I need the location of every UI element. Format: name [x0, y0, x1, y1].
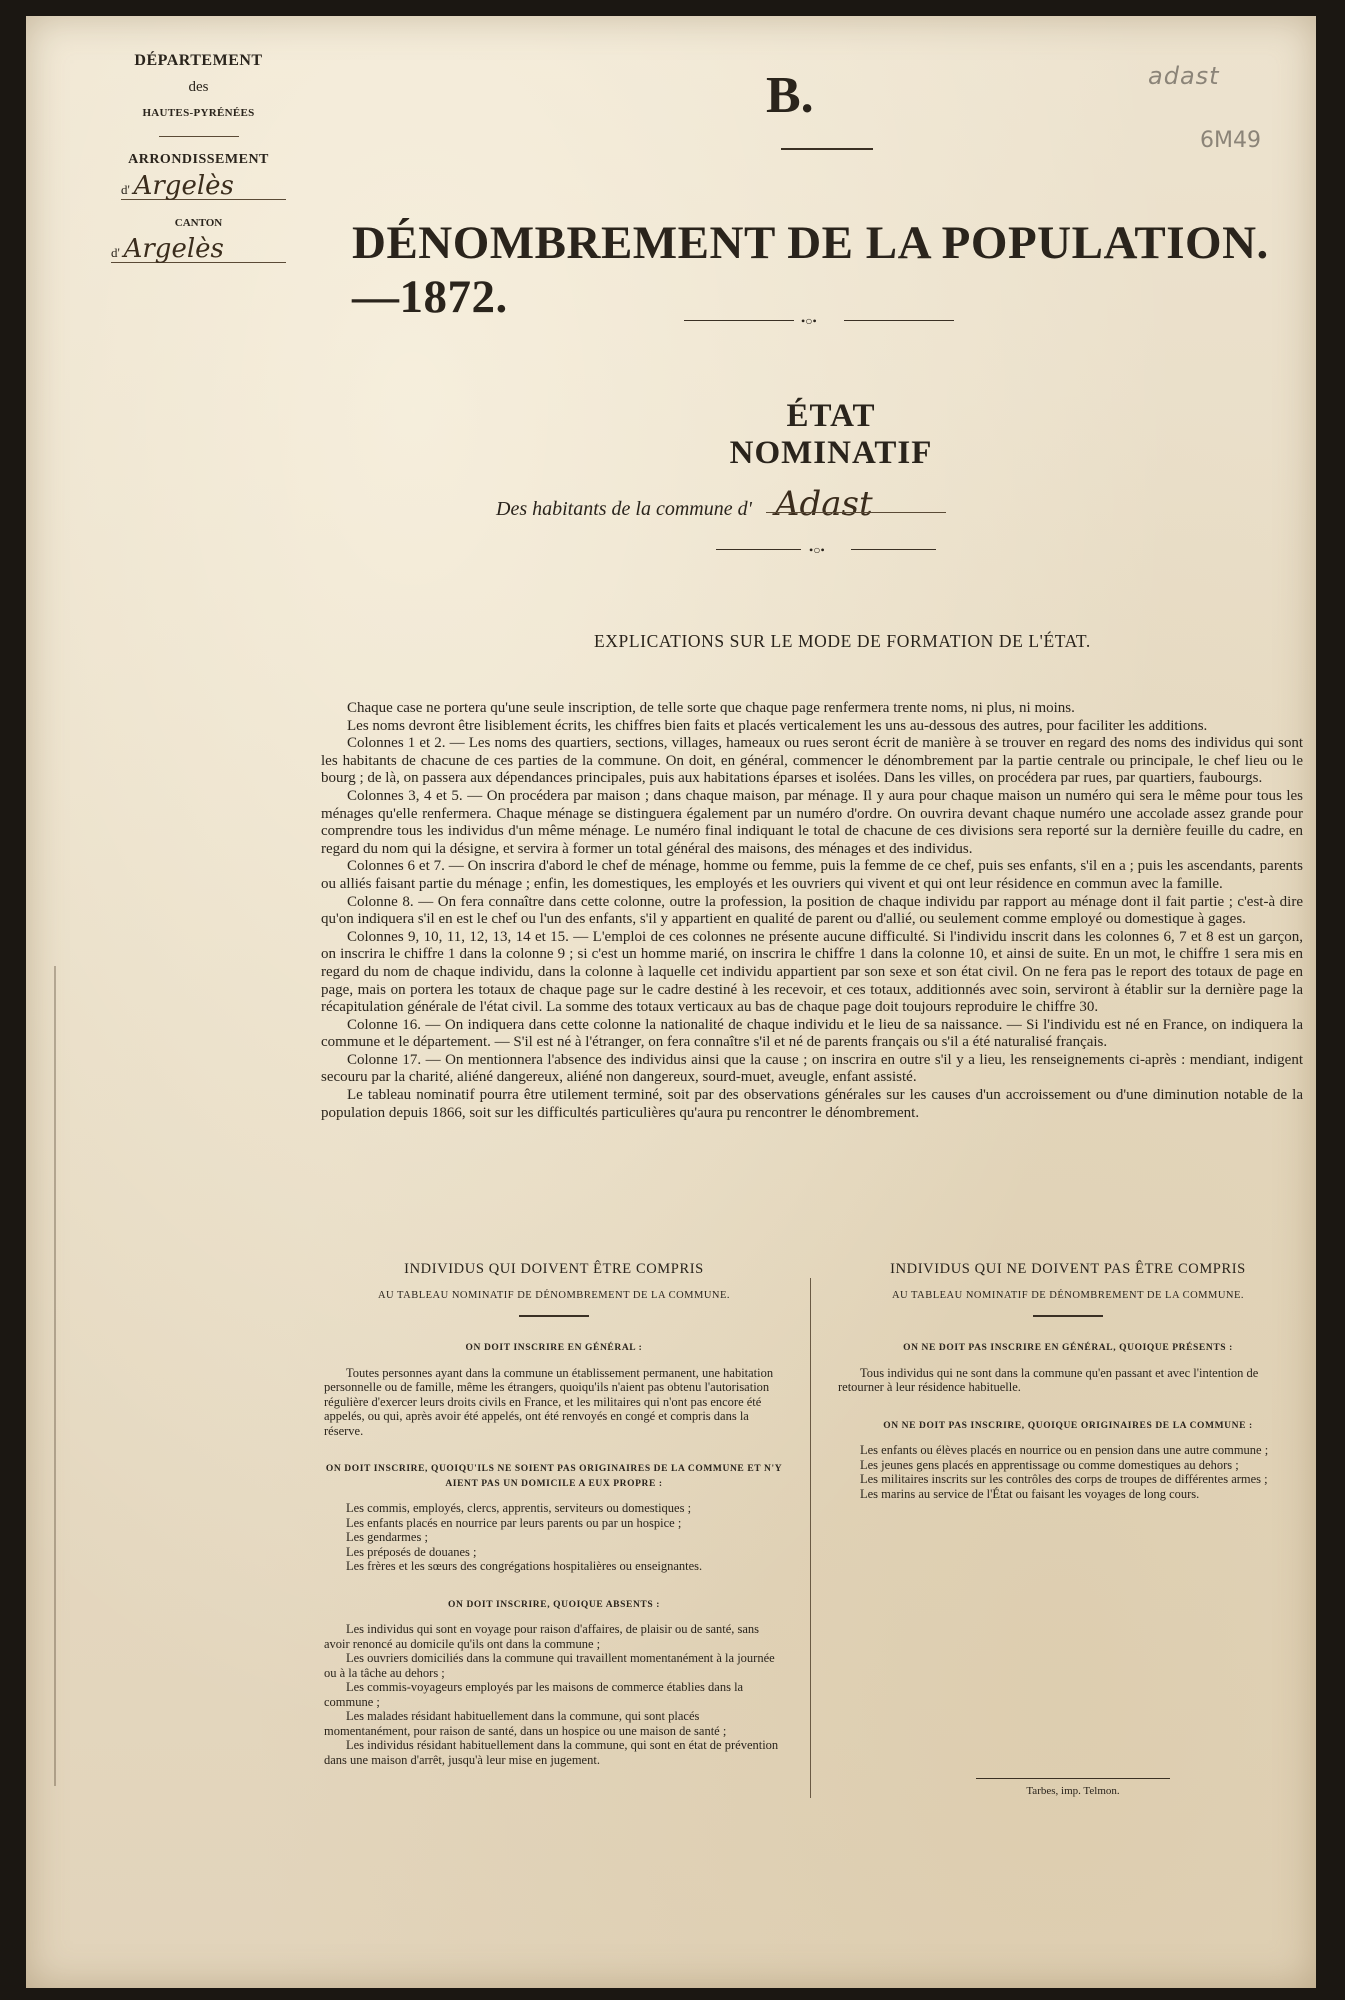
included-item: Les commis, employés, clercs, apprentis, serviteurs ou domestiques ;: [346, 1501, 692, 1515]
pencil-note-commune: adast: [1148, 62, 1220, 90]
canton-label: CANTON: [174, 217, 223, 229]
department-des: des: [188, 79, 209, 95]
commune-label: Des habitants de la commune d': [496, 498, 752, 520]
explanation-paragraph: Colonnes 3, 4 et 5. — On procédera par maison ; dans chaque maison, par ménage. Il y aura pour chaque maison un numéro qui sera le même pour tous les ménages qu'elle renfermera. Chaque ménage se distinguera également par un numéro d'ordre. On ouvrira devant chaque numéro une accolade assez grande pour comprendre tous les individus d'un même ménage. Le numéro final indiquant le total de chacune de ces divisions sera reporté sur la dernière feuille du cadre, en regard du nom qui la désigne, et servira à former un total général des maisons, des ménages et des individus.: [321, 787, 1303, 857]
commune-underline: [766, 512, 946, 513]
explanation-paragraph: Les noms devront être lisiblement écrits, les chiffres bien faits et placés verticalement les uns au-dessous des autres, pour faciliter les additions.: [347, 717, 1208, 734]
included-heading: INDIVIDUS QUI DOIVENT ÊTRE COMPRIS: [404, 1261, 704, 1277]
excluded-heading: INDIVIDUS QUI NE DOIVENT PAS ÊTRE COMPRIS: [890, 1261, 1246, 1277]
explanation-paragraph: Colonne 16. — On indiquera dans cette colonne la nationalité de chaque individu et le lieu de sa naissance. — Si l'individu est né en France, on indiquera la commune et le département. — S'il est né à l'étranger, on fera connaître s'il et né de parents français ou s'il a été naturalisé français.: [321, 1016, 1303, 1051]
included-heading-rule: [519, 1315, 589, 1317]
explanations-heading: EXPLICATIONS SUR LE MODE DE FORMATION DE L'ÉTAT.: [594, 631, 1091, 651]
excluded-item: Les marins au service de l'État ou faisant les voyages de long cours.: [860, 1486, 1200, 1501]
included-subheading: AU TABLEAU NOMINATIF DE DÉNOMBREMENT DE LA COMMUNE.: [377, 1289, 731, 1301]
included-section-title: ON DOIT INSCRIRE, QUOIQU'ILS NE SOIENT PAS ORIGINAIRES DE LA COMMUNE ET N'Y AIENT PAS UN DOMICILE A EUX PROPRE :: [325, 1464, 783, 1489]
included-item: Les commis-voyageurs employés par les maisons de commerce établies dans la commune ;: [324, 1680, 744, 1709]
commune-line: [496, 484, 873, 524]
canton-prefix: d': [111, 245, 120, 260]
excluded-subheading: AU TABLEAU NOMINATIF DE DÉNOMBREMENT DE LA COMMUNE.: [891, 1289, 1245, 1301]
pencil-note-archive-code: 6M49: [1200, 128, 1261, 153]
excluded-section-title: ON NE DOIT PAS INSCRIRE EN GÉNÉRAL, QUOIQUE PRÉSENTS :: [903, 1343, 1233, 1353]
included-item: Les malades résidant habituellement dans la commune, qui sont placés momentanément, pour raison de santé, dans un hospice ou une maison de santé ;: [324, 1709, 727, 1738]
commune-value: Adast: [774, 484, 873, 524]
page-title: DÉNOMBREMENT DE LA POPULATION.—1872.: [352, 217, 1269, 323]
excluded-heading-rule: [1033, 1315, 1103, 1317]
excluded-item: Les enfants ou élèves placés en nourrice ou en pension dans une autre commune ;: [860, 1443, 1269, 1457]
explanation-paragraph: Colonnes 6 et 7. — On inscrira d'abord le chef de ménage, homme ou femme, puis la femme de ce chef, puis ses enfants, s'il en a ; puis les ascendants, parents ou alliés faisant partie du ménage ; enfin, les domestiques, les employés et les ouvriers qui vivent et qui ont leur résidence en commun avec la famille.: [321, 858, 1303, 892]
arrondissement-value: Argelès: [133, 171, 234, 201]
department-name: HAUTES-PYRÉNÉES: [142, 107, 255, 119]
included-item: Les individus qui sont en voyage pour raison d'affaires, de plaisir ou de santé, sans avoir renoncé au domicile qu'ils ont dans la commune ;: [324, 1622, 760, 1651]
included-section-title: ON DOIT INSCRIRE, QUOIQUE ABSENTS :: [448, 1599, 660, 1610]
excluded-item: Tous individus qui ne sont dans la commune qu'en passant et avec l'intention de retourner à leur résidence habituelle.: [838, 1365, 1259, 1394]
explanation-paragraph: Colonnes 9, 10, 11, 12, 13, 14 et 15. — L'emploi de ces colonnes ne présente aucune difficulté. Si l'individu inscrit dans les colonnes 6, 7 et 8 est un garçon, on inscrira le chiffre 1 dans la colonne 9 ; si c'est un homme marié, on inscrira le chiffre 1 dans la colonne 10, et ainsi de suite. En un mot, le chiffre 1 sera mis en regard du nom de chaque individu, dans la colonne à laquelle cet individu appartient par son sexe et son état civil. On ne fera pas le report des totaux de page en page, mais on portera les totaux de chaque page sur le cadre destiné à les recevoir, et ces totaux, additionnés avec soin, serviront à établir sur la dernière page la récapitulation générale de l'état civil. La somme des totaux verticaux au bas de chaque page doit toujours reproduire le chiffre 30.: [321, 928, 1303, 1016]
explanation-paragraph: Chaque case ne portera qu'une seule inscription, de telle sorte que chaque page renfermera trente noms, ni plus, ni moins.: [347, 700, 1075, 716]
excluded-item: Les jeunes gens placés en apprentissage ou comme domestiques au dehors ;: [860, 1457, 1239, 1472]
canton-value: Argelès: [123, 234, 224, 264]
column-divider: [810, 1278, 811, 1798]
included-item: Les gendarmes ;: [346, 1530, 428, 1544]
census-form-sheet: [26, 16, 1316, 1988]
binding-edge: [54, 966, 66, 1786]
ornament-rule-middle: •○•: [716, 543, 936, 557]
explanations-body: [321, 700, 1303, 1122]
department-block: [111, 48, 286, 263]
explanation-paragraph: Colonnes 1 et 2. — Les noms des quartiers, sections, villages, hameaux ou rues seront écrit de manière à se trouver en regard des noms des individus qui sont les habitants de chacune de ces parties de la commune. On doit, en général, commencer le dénombrement par la partie centrale ou principale, le chef lieu ou le bourg ; de là, on passera aux dépendances principales, puis aux habitations éparses et isolées. Dans les villes, on procédera par rues, par quartiers, faubourgs.: [321, 735, 1303, 787]
arrondissement-prefix: d': [121, 182, 130, 197]
included-individuals-column: [324, 1262, 784, 1767]
included-item: Les enfants placés en nourrice par leurs parents ou par un hospice ;: [346, 1515, 682, 1530]
ornament-rule-top: •○•: [684, 314, 954, 328]
printer-imprint: Tarbes, imp. Telmon.: [976, 1778, 1170, 1797]
excluded-individuals-column: [838, 1262, 1298, 1501]
document-subtitle: ÉTAT NOMINATIF: [729, 398, 933, 471]
explanation-paragraph: Le tableau nominatif pourra être utilement terminé, soit par des observations générales sur les causes d'un accroissement ou d'une diminution notable de la population depuis 1866, soit sur les difficultés particulières qu'aura pu rencontrer le dénombrement.: [321, 1087, 1303, 1121]
included-item: Les préposés de douanes ;: [346, 1544, 477, 1559]
excluded-section-title: ON NE DOIT PAS INSCRIRE, QUOIQUE ORIGINAIRES DE LA COMMUNE :: [883, 1420, 1253, 1431]
included-item: Les frères et les sœurs des congrégations hospitalières ou enseignantes.: [346, 1559, 703, 1573]
excluded-item: Les militaires inscrits sur les contrôles des corps de troupes de différentes armes ;: [860, 1472, 1268, 1486]
included-item: Les individus résidant habituellement dans la commune, qui sont en état de prévention dans une maison d'arrêt, jusqu'à leur mise en jugement.: [324, 1738, 779, 1767]
explanation-paragraph: Colonne 17. — On mentionnera l'absence des individus ainsi que la cause ; on inscrira en outre s'il y a lieu, les renseignements ci-après : mendiant, indigent secouru par la charité, aliéné dangereux, aliéné non dangereux, sourd-muet, aveugle, enfant assisté.: [321, 1051, 1303, 1086]
included-section-title: ON DOIT INSCRIRE EN GÉNÉRAL :: [465, 1343, 643, 1353]
explanation-paragraph: Colonne 8. — On fera connaître dans cette colonne, outre la profession, la position de chaque individu par rapport au ménage dont il fait partie ; c'est-à dire qu'on indiquera s'il en est le chef ou l'un des enfants, s'il y appartient en qualité de parent ou d'allié, ou seulement comme employé ou domestique à gages.: [321, 893, 1303, 928]
included-item: Les ouvriers domiciliés dans la commune qui travaillent momentanément à la journée ou à la tâche au dehors ;: [324, 1651, 775, 1680]
department-label: DÉPARTEMENT: [134, 52, 263, 69]
included-item: Toutes personnes ayant dans la commune un établissement permanent, une habitation personnelle ou de famille, même les étrangers, quoiqu'ils n'aient pas obtenu l'autorisation régulière d'exercer leurs droits civils en France, et les militaires qui n'ont pas encore été appelés, ou qui, après avoir été appelés, ont été renvoyés en congé et compris dans la réserve.: [324, 1365, 774, 1438]
arrondissement-label: ARRONDISSEMENT: [128, 152, 269, 167]
series-letter: B.: [766, 67, 814, 124]
series-letter-rule: [781, 148, 873, 150]
